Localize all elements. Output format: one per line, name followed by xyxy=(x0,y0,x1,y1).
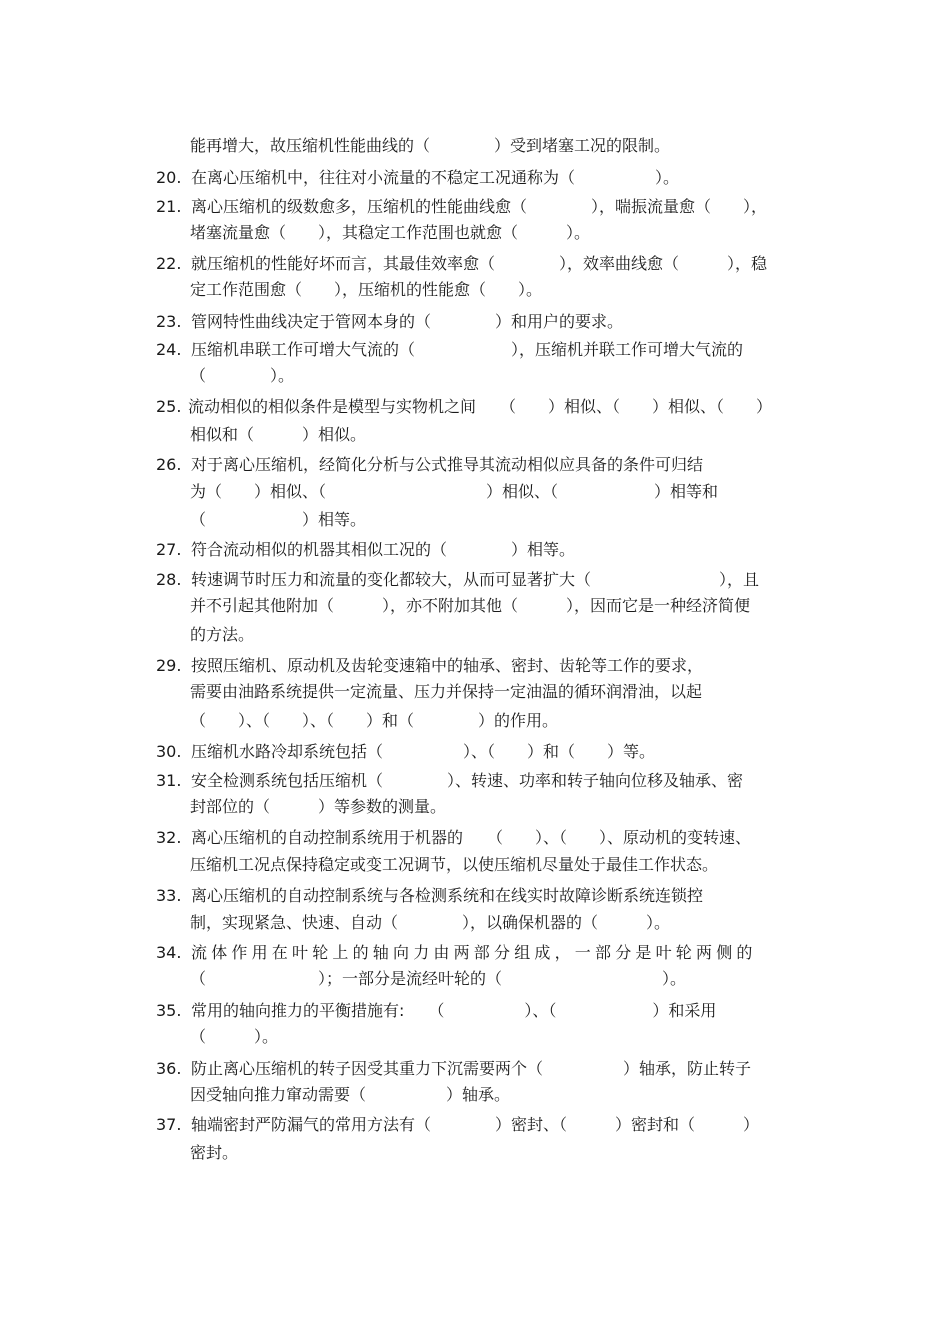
text-line: （ ）。 xyxy=(190,1027,279,1046)
question-number: 28. xyxy=(156,570,182,589)
question-number: 26. xyxy=(156,455,182,474)
text-line: 符合流动相似的机器其相似工况的（ ）相等。 xyxy=(191,540,576,559)
text-line: 制，实现紧急、快速、自动（ ），以确保机器的（ ）。 xyxy=(190,913,671,932)
question-number: 29. xyxy=(156,656,182,675)
text-line: 相似和（ ）相似。 xyxy=(190,425,367,444)
text-line: 压缩机工况点保持稳定或变工况调节，以使压缩机尽量处于最佳工作状态。 xyxy=(190,855,719,874)
question-number: 22. xyxy=(156,254,182,273)
text-line: 为（ ）相似、（ ）相似、（ ）相等和 xyxy=(190,482,719,501)
text-line: 常用的轴向推力的平衡措施有: （ ）、（ ）和采用 xyxy=(191,1001,717,1020)
text-line: 的方法。 xyxy=(190,625,255,644)
text-line: 轴端密封严防漏气的常用方法有（ ）密封、（ ）密封和（ ） xyxy=(191,1115,760,1134)
question-number: 37. xyxy=(156,1115,182,1134)
text-line: 对于离心压缩机，经简化分析与公式推导其流动相似应具备的条件可归结 xyxy=(191,455,704,474)
text-line: 转速调节时压力和流量的变化都较大，从而可显著扩大（ ），且 xyxy=(191,570,760,589)
text-line: 就压缩机的性能好坏而言，其最佳效率愈（ ），效率曲线愈（ ），稳 xyxy=(191,254,768,273)
text-line: 并不引起其他附加（ ），亦不附加其他（ ），因而它是一种经济简便 xyxy=(190,596,751,615)
question-number: 32. xyxy=(156,828,182,847)
text-line: 离心压缩机的自动控制系统用于机器的 （ ）、（ ）、原动机的变转速、 xyxy=(191,828,752,847)
text-line: （ ）、（ ）、（ ）和（ ）的作用。 xyxy=(190,711,559,730)
text-line: 防止离心压缩机的转子因受其重力下沉需要两个（ ）轴承，防止转子 xyxy=(191,1059,752,1078)
question-number: 36. xyxy=(156,1059,182,1078)
text-line: 流动相似的相似条件是模型与实物机之间 （ ）相似、（ ）相似、（ ） xyxy=(188,397,773,416)
text-line: 因受轴向推力窜动需要（ ）轴承。 xyxy=(190,1085,511,1104)
question-number: 34. xyxy=(156,943,182,962)
text-line: 按照压缩机、原动机及齿轮变速箱中的轴承、密封、齿轮等工作的要求， xyxy=(191,656,704,675)
text-line: 堵塞流量愈（ ），其稳定工作范围也就愈（ ）。 xyxy=(190,223,591,242)
text-line: 安全检测系统包括压缩机（ ）、转速、功率和转子轴向位移及轴承、密 xyxy=(191,771,744,790)
text-line: 压缩机水路冷却系统包括（ ）、（ ）和（ ）等。 xyxy=(191,742,656,761)
question-number: 30. xyxy=(156,742,182,761)
text-line: 离心压缩机的自动控制系统与各检测系统和在线实时故障诊断系统连锁控 xyxy=(191,886,704,905)
text-line: 能再增大，故压缩机性能曲线的（ ）受到堵塞工况的限制。 xyxy=(190,136,671,155)
question-number: 24. xyxy=(156,340,182,359)
question-number: 33. xyxy=(156,886,182,905)
text-line: 密封。 xyxy=(190,1143,239,1162)
question-number: 23. xyxy=(156,312,182,331)
question-number: 35. xyxy=(156,1001,182,1020)
text-line: （ ）。 xyxy=(190,366,295,385)
text-line: （ ）；一部分是流经叶轮的（ ）。 xyxy=(190,969,687,988)
question-number: 31. xyxy=(156,771,182,790)
text-line: 在离心压缩机中，往往对小流量的不稳定工况通称为（ ）。 xyxy=(191,168,680,187)
text-line: 管网特性曲线决定于管网本身的（ ）和用户的要求。 xyxy=(191,312,624,331)
question-number: 21. xyxy=(156,197,182,216)
text-line: 离心压缩机的级数愈多，压缩机的性能曲线愈（ ），喘振流量愈（ ）， xyxy=(191,197,768,216)
question-number: 25. xyxy=(156,397,182,416)
text-line: 需要由油路系统提供一定流量、压力并保持一定油温的循环润滑油，以起 xyxy=(190,682,703,701)
text-line: 定工作范围愈（ ），压缩机的性能愈（ ）。 xyxy=(190,280,543,299)
text-line: 封部位的（ ）等参数的测量。 xyxy=(190,797,447,816)
question-number: 20. xyxy=(156,168,182,187)
text-line: 压缩机串联工作可增大气流的（ ），压缩机并联工作可增大气流的 xyxy=(191,340,744,359)
text-line: （ ）相等。 xyxy=(190,510,367,529)
text-line: 流体作用在叶轮上的轴向力由两部分组成，一部分是叶轮两侧的 xyxy=(191,943,757,962)
question-number: 27. xyxy=(156,540,182,559)
